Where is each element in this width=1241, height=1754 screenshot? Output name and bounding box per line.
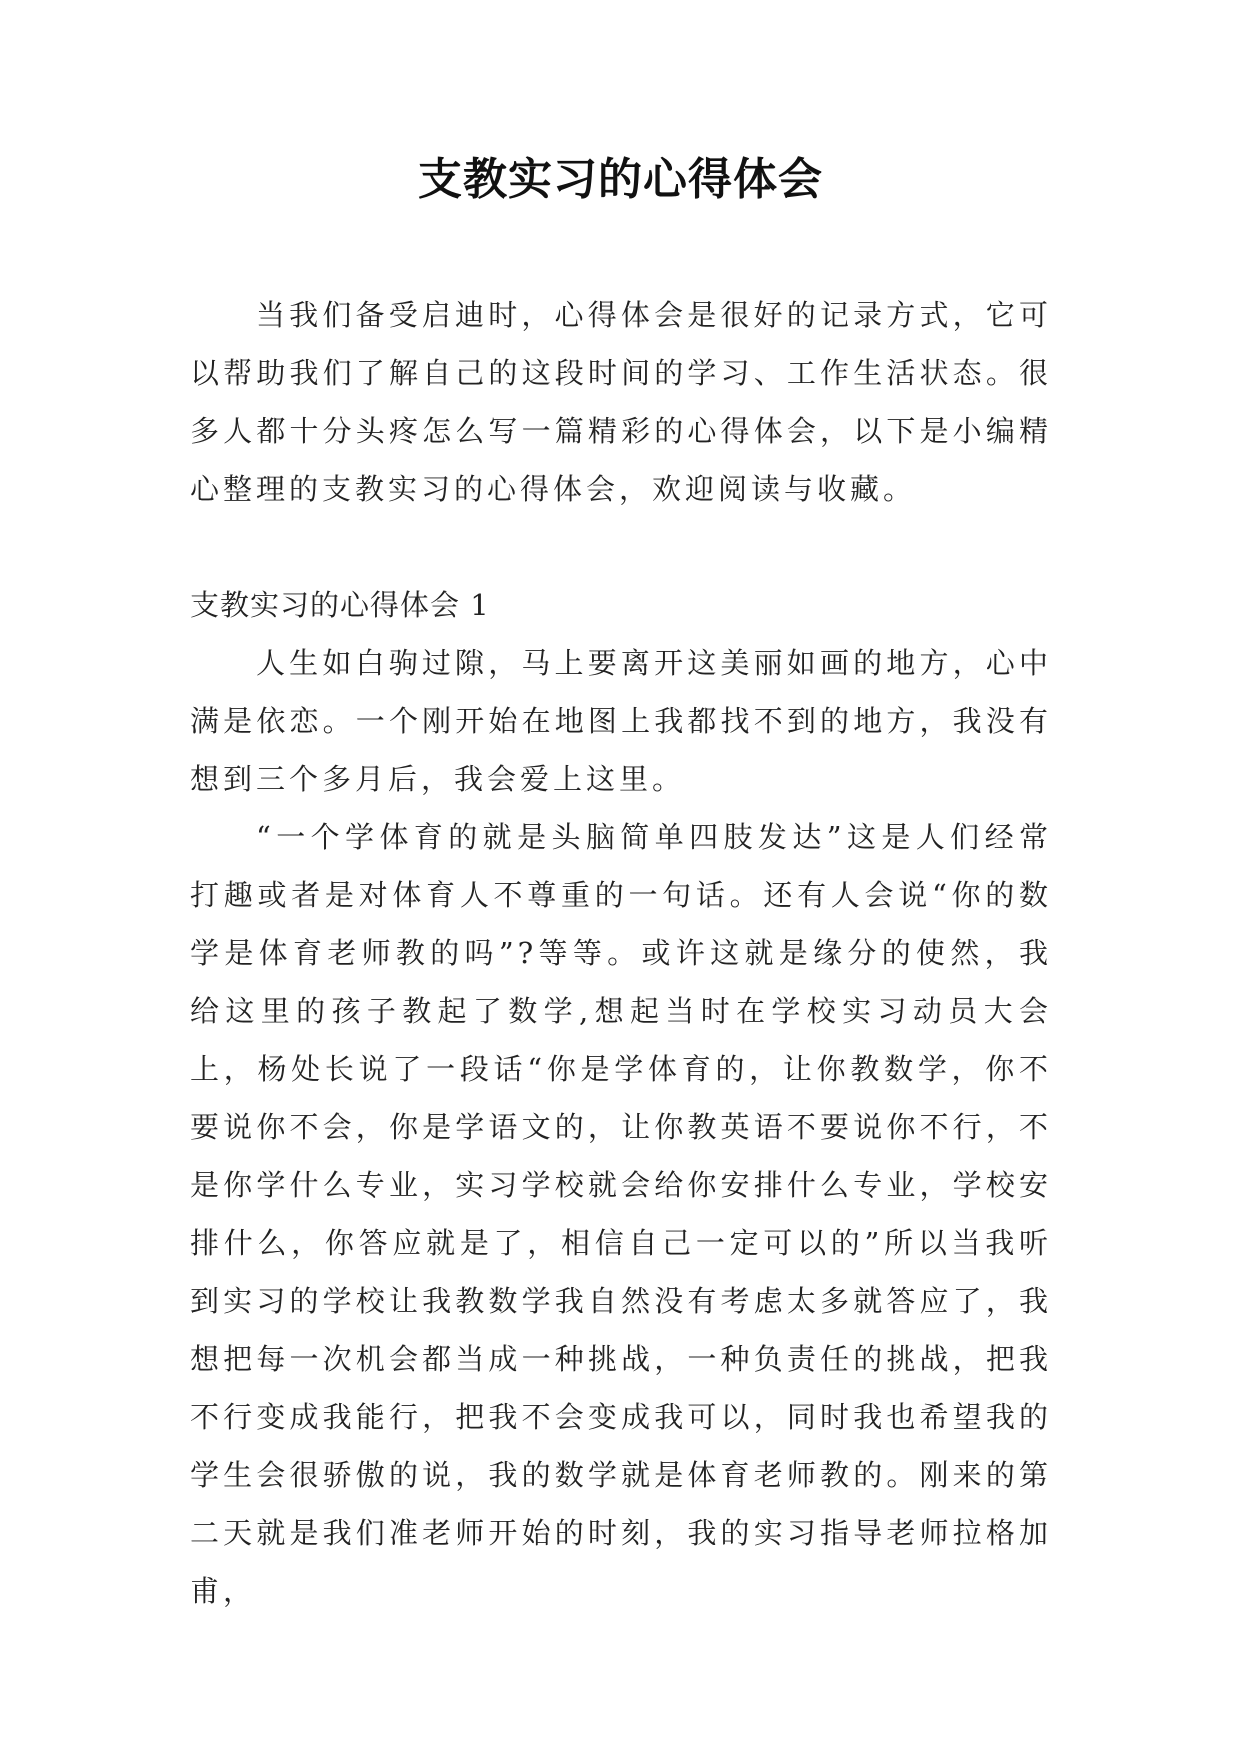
section-heading: 支教实习的心得体会 1 [190, 588, 490, 622]
section-paragraph-2: “一个学体育的就是头脑简单四肢发达”这是人们经常打趣或者是对体育人不尊重的一句话。还有人会说“你的数学是体育老师教的吗”?等等。或许这就是缘分的使然，我给这里的孩子教起了数学,想起当时在学校实习动员大会上，杨处长说了一段话“你是学体育的，让你教数学，你不要说你不会，你是学语文的，让你教英语不要说你不行，不是你学什么专业，实习学校就会给你安排什么专业，学校安排什么，你答应就是了，相信自己一定可以的”所以当我听到实习的学校让我教数学我自然没有考虑太多就答应了，我想把每一次机会都当成一种挑战，一种负责任的挑战，把我不行变成我能行，把我不会变成我可以，同时我也希望我的学生会很骄傲的说，我的数学就是体育老师教的。刚来的第二天就是我们准老师开始的时刻，我的实习指导老师拉格加甫， [190, 820, 1052, 1608]
intro-block [190, 286, 1052, 518]
document-title: 支教实习的心得体会 [418, 154, 823, 205]
intro-paragraph: 当我们备受启迪时，心得体会是很好的记录方式，它可以帮助我们了解自己的这段时间的学习、工作生活状态。很多人都十分头疼怎么写一篇精彩的心得体会，以下是小编精心整理的支教实习的心得体会，欢迎阅读与收藏。 [190, 298, 1052, 506]
section-paragraph-1: 人生如白驹过隙，马上要离开这美丽如画的地方，心中满是依恋。一个刚开始在地图上我都找不到的地方，我没有想到三个多月后，我会爱上这里。 [190, 646, 1052, 796]
section-1 [190, 576, 1052, 1620]
